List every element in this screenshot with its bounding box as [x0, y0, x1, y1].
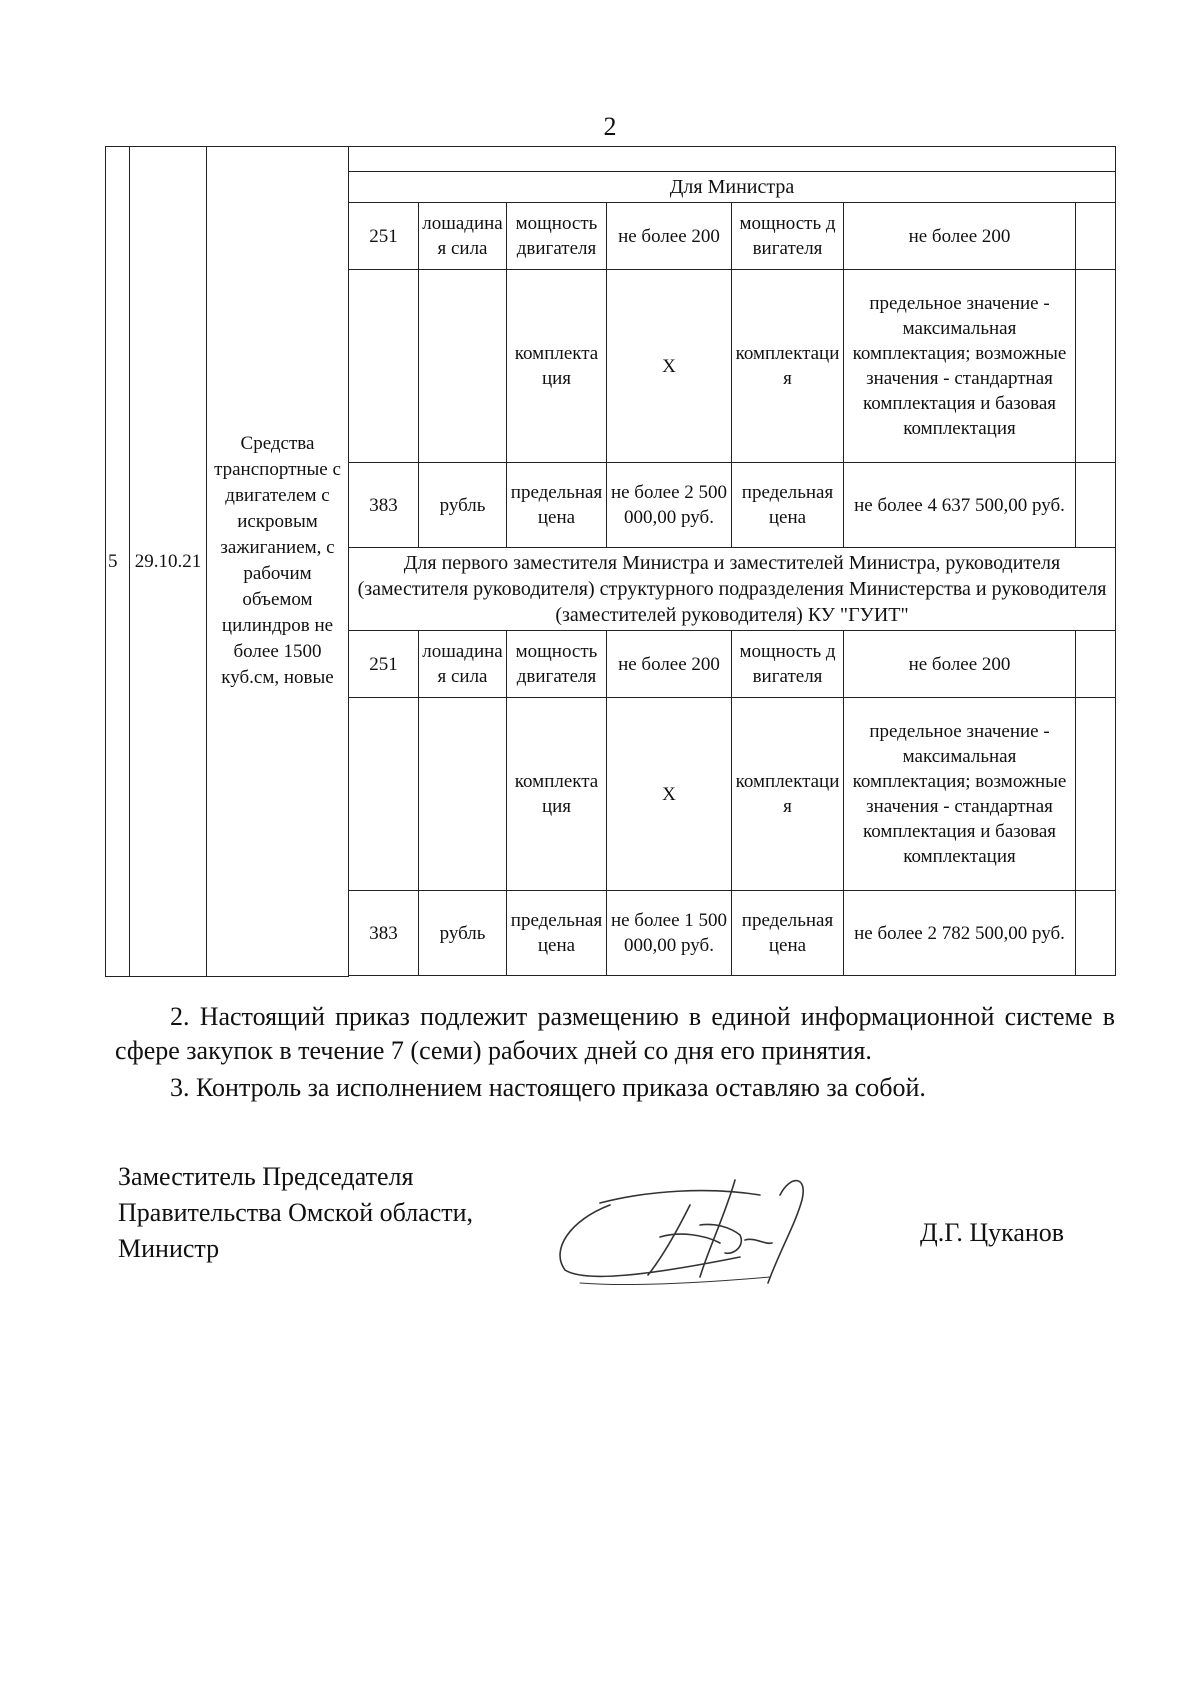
value-cell: X [607, 698, 732, 891]
group-title: Для первого заместителя Министра и заместителей Министра, руководителя (заместителя руководителя) структурного подразделения Министерства и руководителя (заместителей руководителя) КУ "ГУИТ" [349, 548, 1116, 631]
characteristic-cell: комплектация [507, 270, 607, 463]
value-cell: не более 1 500 000,00 руб. [607, 891, 732, 976]
extra-cell [1076, 891, 1116, 976]
value2-cell: не более 2 782 500,00 руб. [844, 891, 1076, 976]
value-cell: не более 2 500 000,00 руб. [607, 463, 732, 548]
characteristic-cell: мощность двигателя [507, 631, 607, 698]
page-number: 2 [603, 112, 617, 141]
unit-cell: рубль [419, 891, 507, 976]
extra-cell [1076, 631, 1116, 698]
value-cell: не более 200 [607, 631, 732, 698]
row-date: 29.10.21 [130, 147, 207, 977]
group-title: Для Министра [349, 172, 1116, 203]
code-cell: 383 [349, 463, 419, 548]
characteristic-cell: мощность двигателя [507, 203, 607, 270]
characteristic2-cell: мощность двигателя [732, 203, 844, 270]
paragraph-3: 3. Контроль за исполнением настоящего приказа оставляю за собой. [170, 1073, 926, 1102]
handwritten-signature [540, 1165, 870, 1290]
characteristic-cell: предельная цена [507, 463, 607, 548]
unit-cell: рубль [419, 463, 507, 548]
characteristic2-cell: комплектация [732, 270, 844, 463]
table-top-strip [349, 147, 1116, 172]
code-cell: 383 [349, 891, 419, 976]
signatory-position [118, 1159, 473, 1267]
extra-cell [1076, 270, 1116, 463]
item-description: Средства транспортные с двигателем с искровым зажиганием, с рабочим объемом цилиндров не более 1500 куб.см, новые [207, 147, 349, 977]
value2-cell: не более 4 637 500,00 руб. [844, 463, 1076, 548]
table-spacer [349, 976, 1116, 977]
paragraph-2: 2. Настоящий приказ подлежит размещению в единой информационной системе в сфере закупок в течение 7 (семи) рабочих дней со дня его принятия. [115, 1002, 1115, 1065]
extra-cell [1076, 698, 1116, 891]
extra-cell [1076, 463, 1116, 548]
extra-cell [1076, 203, 1116, 270]
row-number: 5 [106, 147, 130, 977]
position-line-1: Заместитель Председателя [118, 1162, 414, 1191]
code-cell [349, 698, 419, 891]
characteristic2-cell: мощность двигателя [732, 631, 844, 698]
code-cell: 251 [349, 631, 419, 698]
value2-cell: не более 200 [844, 203, 1076, 270]
value2-cell: предельное значение - максимальная комплектация; возможные значения - стандартная комплектация и базовая комплектация [844, 698, 1076, 891]
position-line-3: Министр [118, 1234, 220, 1263]
value2-cell: не более 200 [844, 631, 1076, 698]
signatory-name: Д.Г. Цуканов [920, 1218, 1065, 1247]
characteristic-cell: предельная цена [507, 891, 607, 976]
position-line-2: Правительства Омской области, [118, 1198, 474, 1227]
unit-cell: лошадиная сила [419, 203, 507, 270]
unit-cell: лошадиная сила [419, 631, 507, 698]
value-cell: X [607, 270, 732, 463]
unit-cell [419, 270, 507, 463]
requirements-table [105, 146, 1116, 977]
value2-cell: предельное значение - максимальная комплектация; возможные значения - стандартная комплектация и базовая комплектация [844, 270, 1076, 463]
code-cell: 251 [349, 203, 419, 270]
code-cell [349, 270, 419, 463]
characteristic2-cell: комплектация [732, 698, 844, 891]
unit-cell [419, 698, 507, 891]
characteristic2-cell: предельная цена [732, 891, 844, 976]
characteristic2-cell: предельная цена [732, 463, 844, 548]
characteristic-cell: комплектация [507, 698, 607, 891]
value-cell: не более 200 [607, 203, 732, 270]
